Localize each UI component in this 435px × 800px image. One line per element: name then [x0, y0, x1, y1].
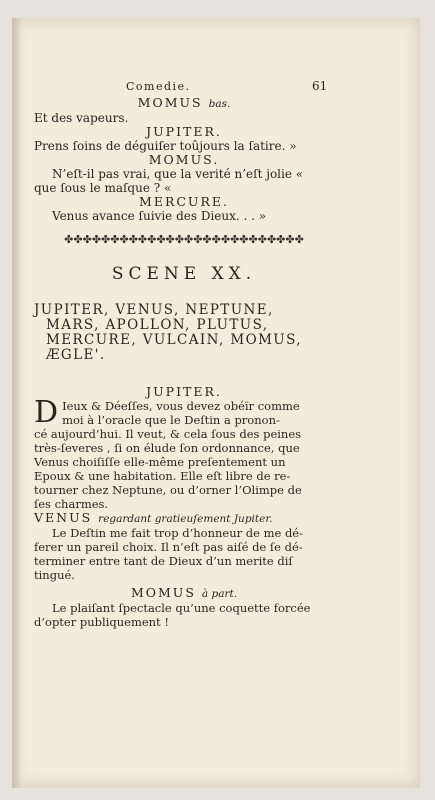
dialogue-line: très-ſeveres , ſi on élude ſon ordonnance, que: [34, 441, 300, 455]
dialogue-line: Epoux & une habitation. Elle eſt libre de re-: [34, 469, 291, 483]
dialogue-line: Prens ſoins de déguiſer toûjours la ſatire. »: [34, 139, 297, 153]
dialogue-line: Venus choiſiſſe elle-même preſentement un: [34, 455, 286, 469]
dialogue-line: moi à l’oracle que le Deſtin a pronon-: [62, 413, 280, 427]
scene-title: SCENE XX.: [111, 264, 257, 284]
cast-line: ÆGLE'.: [46, 347, 106, 363]
dialogue-line: cé aujourd’hui. Il veut, & cela ſous des peines: [34, 427, 302, 441]
dialogue-line: Ieux & Déeſſes, vous devez obéïr comme: [62, 399, 300, 413]
dialogue-line: ſes charmes.: [34, 497, 109, 511]
stage-direction: à part.: [201, 588, 238, 600]
stage-direction: regardant gratieuſement Jupiter.: [98, 513, 273, 525]
page-gutter-shadow: [12, 18, 22, 788]
dialogue-line: Le Deſtin me fait trop d’honneur de me dé-: [52, 526, 304, 540]
speaker-heading: [34, 96, 334, 111]
page-text-block: [34, 80, 334, 629]
cast-line: MARS, APOLLON, PLUTUS,: [46, 317, 269, 333]
dialogue-line: d’opter publiquement !: [34, 615, 169, 629]
page-header: [34, 80, 334, 96]
dialogue-line: ferer un pareil choix. Il n’eſt pas aiſé de ſe dé-: [34, 540, 303, 554]
cast-list: [34, 303, 334, 363]
speaker-heading: [34, 586, 334, 601]
speaker-heading: MOMUS.: [148, 152, 220, 167]
dialogue-line: tourner chez Neptune, ou d’orner l’Olimpe de: [34, 483, 302, 497]
dialogue-line: Et des vapeurs.: [34, 111, 129, 125]
cast-line: MERCURE, VULCAIN, MOMUS,: [46, 332, 302, 348]
dialogue-line: Le plaiſant ſpectacle qu’une coquette forcée: [52, 601, 311, 615]
speaker-name: VENUS: [34, 510, 93, 525]
drop-cap: D: [34, 395, 59, 430]
speaker-name: MOMUS: [130, 585, 196, 600]
speaker-heading: MERCURE.: [139, 194, 229, 209]
cast-line: JUPITER, VENUS, NEPTUNE,: [34, 302, 274, 318]
stage-direction: bas.: [208, 98, 231, 110]
dialogue-line: Venus avance ſuivie des Dieux. . . »: [52, 209, 267, 223]
dialogue-line: que ſous le maſque ? «: [34, 181, 172, 195]
speaker-heading: JUPITER.: [146, 384, 222, 399]
dialogue-line: tingué.: [34, 568, 75, 582]
page-number: 61: [312, 79, 328, 93]
dialogue-line: terminer entre tant de Dieux d’un merite diſ: [34, 554, 293, 568]
speaker-heading: JUPITER.: [146, 124, 222, 139]
speaker-heading: [34, 511, 334, 526]
speaker-name: MOMUS: [137, 95, 203, 110]
book-page: [12, 18, 420, 788]
running-head: Comedie.: [126, 80, 191, 93]
spacer: [34, 363, 334, 385]
speech-jupiter: [34, 395, 334, 511]
dialogue-line: N’eſt-il pas vrai, que la verité n’eſt jolie «: [52, 167, 304, 181]
ornament-divider: ✤✤✤✤✤✤✤✤✤✤✤✤✤✤✤✤✤✤✤✤✤✤✤✤✤✤: [64, 233, 304, 246]
